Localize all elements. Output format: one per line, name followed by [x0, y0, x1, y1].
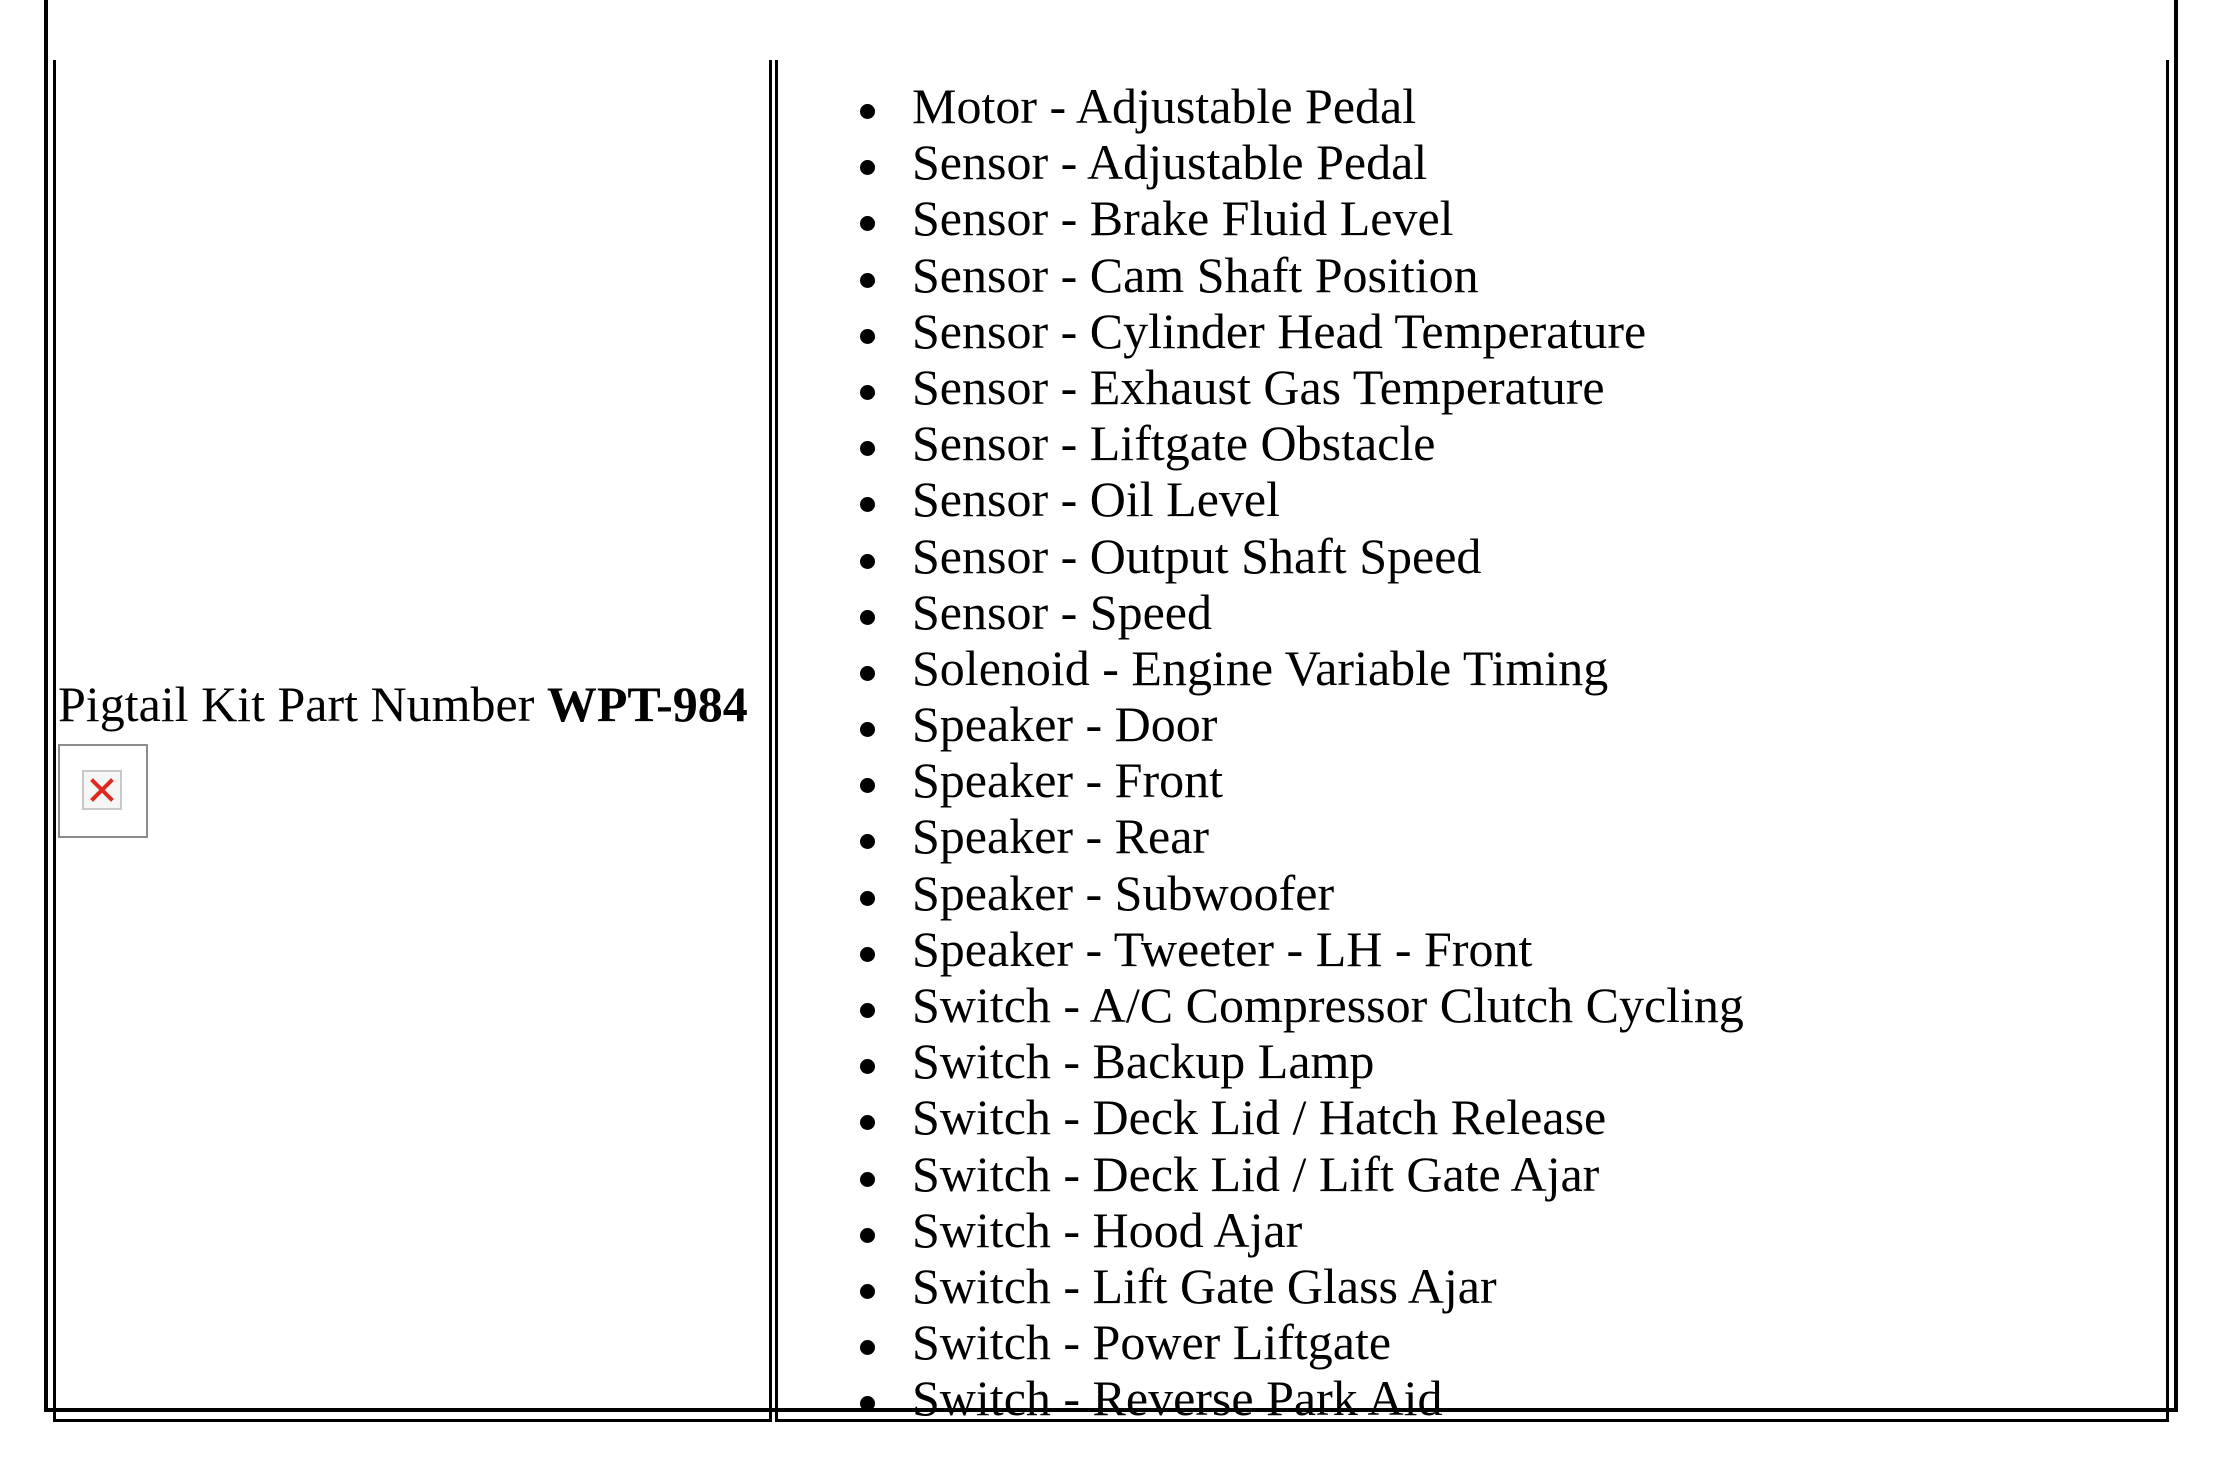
list-item-text: Motor - Adjustable Pedal: [912, 78, 1417, 134]
list-item-text: Switch - Deck Lid / Hatch Release: [912, 1089, 1607, 1146]
list-item-text: Speaker - Front: [912, 752, 1224, 809]
bullet-icon: [860, 722, 875, 737]
list-item-text: Sensor - Cam Shaft Position: [912, 246, 1479, 303]
bullet-icon: [860, 891, 875, 906]
part-number: WPT-984: [546, 676, 748, 732]
list-item-text: Speaker - Subwoofer: [912, 864, 1335, 921]
list-item-text: Switch - Backup Lamp: [912, 1033, 1375, 1090]
broken-image-icon: [82, 770, 122, 810]
bullet-icon: [860, 1284, 875, 1299]
broken-image: [58, 744, 148, 838]
bullet-icon: [860, 104, 875, 119]
list-item-text: Switch - Deck Lid / Lift Gate Ajar: [912, 1145, 1600, 1202]
bullet-icon: [860, 947, 875, 962]
list-item-text: Sensor - Cylinder Head Temperature: [912, 302, 1647, 359]
list-item-text: Switch - A/C Compressor Clutch Cycling: [912, 977, 1744, 1033]
bullet-icon: [860, 554, 875, 569]
bullet-icon: [860, 1003, 875, 1018]
list-item-text: Speaker - Rear: [912, 808, 1210, 865]
list-item-text: Sensor - Speed: [912, 583, 1212, 640]
list-item-text: Speaker - Door: [912, 696, 1218, 753]
bullet-icon: [860, 1172, 875, 1187]
bullet-icon: [860, 666, 875, 681]
list-item-text: Switch - Lift Gate Glass Ajar: [912, 1257, 1497, 1314]
list-item-text: Solenoid - Engine Variable Timing: [912, 639, 1609, 696]
list-item-text: Sensor - Exhaust Gas Temperature: [912, 358, 1605, 415]
list-item-text: Sensor - Adjustable Pedal: [912, 134, 1428, 191]
part-caption-label: Pigtail Kit Part Number: [58, 676, 547, 732]
list-item-text: Speaker - Tweeter - LH - Front: [912, 920, 1533, 977]
part-info: [58, 668, 748, 838]
bullet-icon: [860, 329, 875, 344]
list-item-text: Sensor - Output Shaft Speed: [912, 527, 1482, 584]
part-caption: [58, 668, 748, 740]
bullet-icon: [860, 610, 875, 625]
list-item-text: Switch - Power Liftgate: [912, 1314, 1392, 1371]
bullet-icon: [860, 385, 875, 400]
list-item-text: Switch - Reverse Park Aid: [912, 1370, 1443, 1427]
bullet-icon: [860, 1228, 875, 1243]
list-item-text: Sensor - Oil Level: [912, 471, 1280, 528]
list-item-text: Switch - Hood Ajar: [912, 1201, 1303, 1258]
bullet-icon: [860, 273, 875, 288]
list-item-text: Sensor - Liftgate Obstacle: [912, 415, 1436, 472]
list-item-text: Sensor - Brake Fluid Level: [912, 190, 1454, 247]
